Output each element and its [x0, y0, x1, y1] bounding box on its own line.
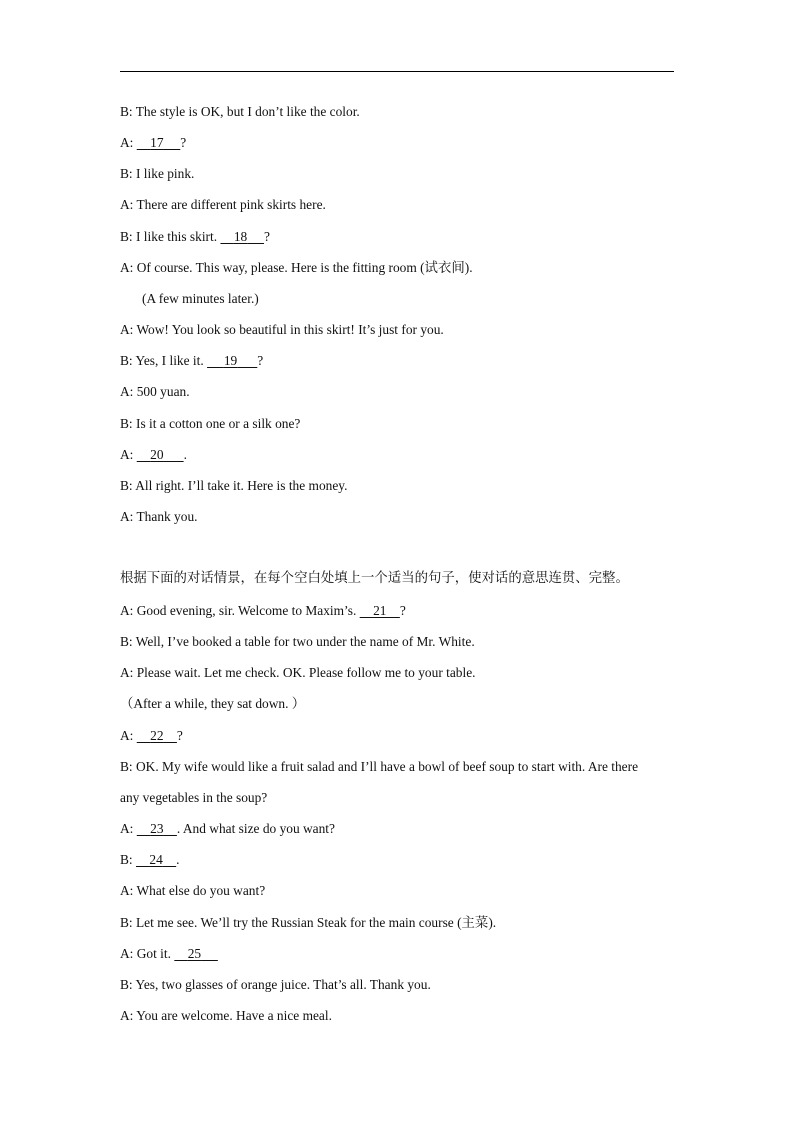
dialogue-line — [120, 821, 335, 837]
blank-number: 19 — [223, 353, 238, 368]
line-prefix: A: Got it. — [120, 946, 175, 961]
dialogue-line: B: The style is OK, but I don’t like the color. — [120, 104, 360, 119]
dialogue-line — [120, 447, 187, 463]
dialogue-line: B: Is it a cotton one or a silk one? — [120, 416, 301, 431]
stage-direction: （After a while, they sat down. ） — [120, 696, 306, 711]
blank-number: 21 — [373, 603, 387, 618]
blank-number: 24 — [149, 852, 163, 867]
dialogue-line — [120, 946, 218, 962]
line-suffix: . — [176, 852, 180, 867]
answer-blank-18[interactable] — [220, 229, 264, 245]
line-prefix: A: — [120, 447, 137, 462]
dialogue-line: A: What else do you want? — [120, 883, 266, 898]
line-suffix: ? — [180, 135, 187, 150]
line-prefix: A: — [120, 135, 137, 150]
line-suffix: ? — [176, 728, 183, 743]
answer-blank-21[interactable] — [360, 603, 400, 619]
dialogue-line — [120, 135, 186, 151]
blank-number: 17 — [150, 135, 164, 150]
answer-blank-17[interactable] — [137, 135, 181, 151]
dialogue-line: any vegetables in the soup? — [120, 790, 268, 805]
answer-blank-23[interactable] — [137, 821, 177, 837]
dialogue-line: B: All right. I’ll take it. Here is the money. — [120, 478, 348, 493]
dialogue-line: A: Thank you. — [120, 509, 198, 524]
answer-blank-20[interactable] — [137, 447, 184, 463]
blank-number: 18 — [233, 229, 248, 244]
dialogue-line: A: Wow! You look so beautiful in this skirt! It’s just for you. — [120, 322, 444, 337]
dialogue-line: B: OK. My wife would like a fruit salad and I’ll have a bowl of beef soup to start with. Are there — [120, 759, 639, 774]
dialogue-line — [120, 603, 406, 619]
line-prefix: B: — [120, 852, 136, 867]
dialogue-line — [120, 852, 180, 868]
dialogue-line: B: Yes, two glasses of orange juice. That’s all. Thank you. — [120, 977, 431, 992]
answer-blank-22[interactable] — [137, 728, 177, 744]
header-rule — [120, 71, 674, 72]
answer-blank-24[interactable] — [136, 852, 176, 868]
line-suffix: ? — [399, 603, 406, 618]
dialogue-line: A: Of course. This way, please. Here is the fitting room (试衣间). — [120, 260, 473, 275]
section-instruction: 根据下面的对话情景，在每个空白处填上一个适当的句子，使对话的意思连贯、完整。 — [120, 570, 629, 585]
dialogue-line: A: You are welcome. Have a nice meal. — [120, 1008, 332, 1023]
dialogue-line: B: Well, I’ve booked a table for two under the name of Mr. White. — [120, 634, 475, 649]
line-prefix: A: Good evening, sir. Welcome to Maxim’s. — [120, 603, 360, 618]
dialogue-line: B: I like pink. — [120, 166, 195, 181]
dialogue-line: A: 500 yuan. — [120, 384, 190, 399]
line-prefix: B: I like this skirt. — [120, 229, 221, 244]
dialogue-line: A: There are different pink skirts here. — [120, 197, 326, 212]
line-suffix: ? — [257, 353, 264, 368]
blank-number: 22 — [150, 728, 164, 743]
line-suffix: . — [183, 447, 187, 462]
dialogue-line — [120, 728, 183, 744]
line-prefix: A: — [120, 728, 137, 743]
blank-number: 20 — [150, 447, 164, 462]
dialogue-line — [120, 353, 263, 369]
dialogue-line: A: Please wait. Let me check. OK. Please follow me to your table. — [120, 665, 476, 680]
blank-number: 25 — [187, 946, 202, 961]
dialogue-line: B: Let me see. We’ll try the Russian Steak for the main course (主菜). — [120, 915, 497, 930]
stage-direction: (A few minutes later.) — [142, 291, 259, 306]
line-suffix: . And what size do you want? — [176, 821, 335, 836]
line-prefix: A: — [120, 821, 137, 836]
blank-number: 23 — [150, 821, 164, 836]
answer-blank-19[interactable] — [207, 353, 257, 369]
dialogue-line — [120, 229, 270, 245]
line-suffix: ? — [263, 229, 270, 244]
line-prefix: B: Yes, I like it. — [120, 353, 208, 368]
answer-blank-25[interactable] — [174, 946, 218, 962]
